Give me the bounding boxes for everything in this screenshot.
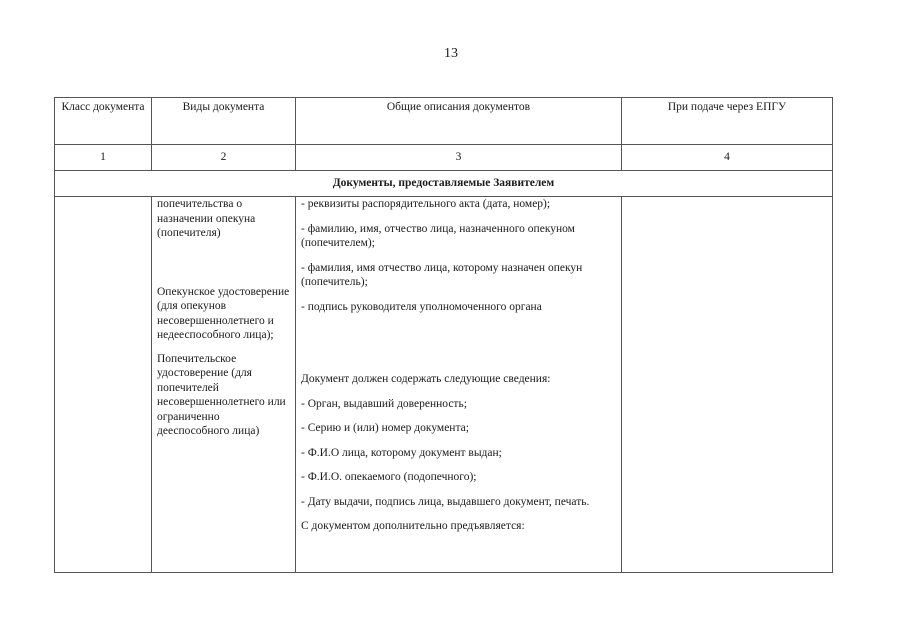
document-types-cell	[152, 197, 296, 573]
section-row	[55, 171, 833, 197]
description-item: - Ф.И.О лица, которому документ выдан;	[301, 446, 502, 459]
description-item: - реквизиты распорядительного акта (дата, номер);	[301, 198, 551, 210]
epgu-submission-cell	[622, 197, 833, 573]
document-type: Попечительское удостоверение (для попечителей несовершеннолетнего или ограниченно дееспособного лица)	[157, 352, 286, 437]
description-item: С документом дополнительно предъявляется:	[301, 520, 525, 532]
description-heading: Документ должен содержать следующие сведения:	[301, 373, 551, 385]
document-descriptions-cell	[296, 197, 622, 573]
table-row	[55, 197, 833, 573]
column-number: 2	[152, 145, 296, 171]
header-document-class: Класс документа	[55, 98, 152, 145]
description-item: - Ф.И.О. опекаемого (подопечного);	[301, 471, 477, 483]
table-header-row	[55, 98, 833, 145]
description-item: - Серию и (или) номер документа;	[301, 422, 469, 434]
column-number: 4	[622, 145, 833, 171]
column-number-row	[55, 145, 833, 171]
description-item: - Дату выдачи, подпись лица, выдавшего документ, печать.	[301, 495, 590, 508]
header-document-types: Виды документа	[152, 98, 296, 145]
description-item: - подпись руководителя уполномоченного органа	[301, 300, 542, 313]
document-type: попечительства о назначении опекуна (попечителя)	[157, 198, 256, 239]
description-spacer	[301, 324, 617, 372]
column-number: 3	[296, 145, 622, 171]
description-item: - Орган, выдавший доверенность;	[301, 397, 467, 410]
documents-table	[54, 97, 833, 573]
header-document-descriptions: Общие описания документов	[296, 98, 622, 145]
column-number: 1	[55, 145, 152, 171]
section-title: Документы, предоставляемые Заявителем	[55, 171, 833, 197]
description-item: - фамилия, имя отчество лица, которому назначен опекун (попечитель);	[301, 261, 583, 288]
description-item: - фамилию, имя, отчество лица, назначенного опекуном (попечителем);	[301, 222, 575, 249]
page-number: 13	[444, 46, 458, 61]
header-epgu-submission: При подаче через ЕПГУ	[622, 98, 833, 145]
document-class-cell	[55, 197, 152, 573]
document-type: Опекунское удостоверение (для опекунов несовершеннолетнего и недееспособного лица);	[157, 285, 290, 341]
